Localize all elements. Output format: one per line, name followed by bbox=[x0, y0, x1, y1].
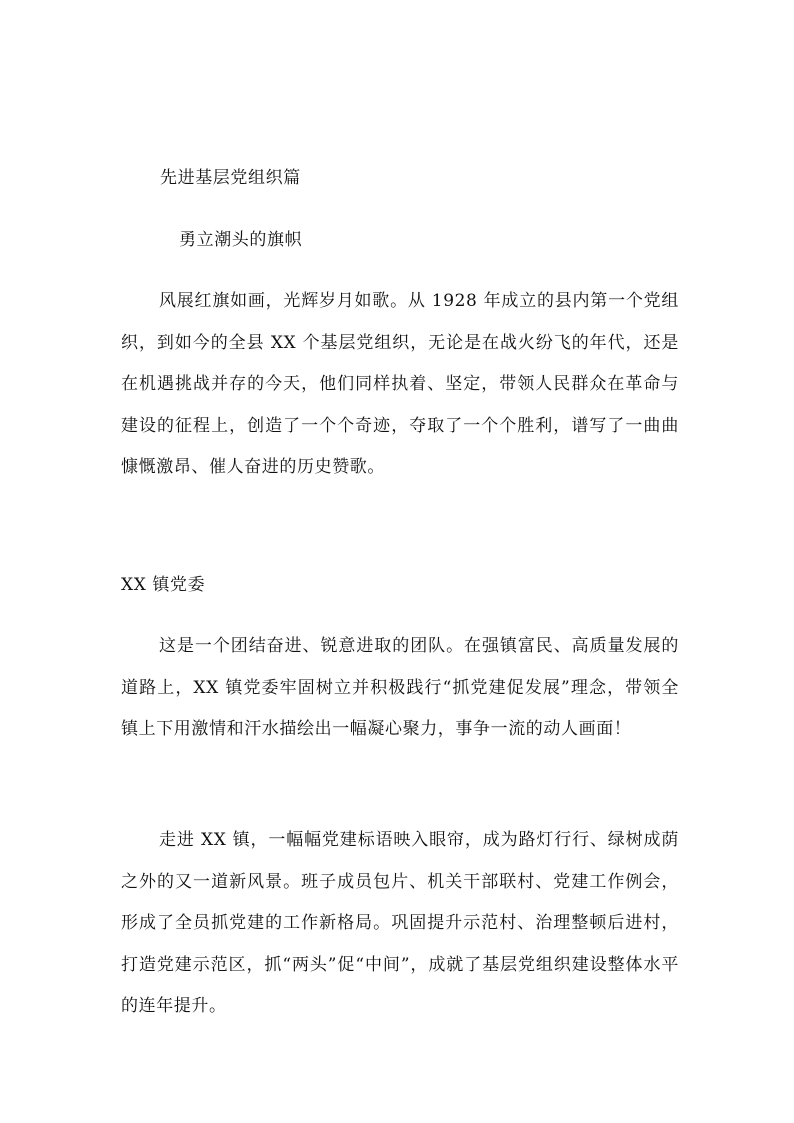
intro-paragraph: 风展红旗如画，光辉岁月如歌。从 1928 年成立的县内第一个党组织，到如今的全县 XX 个基层党组织，无论是在战火纷飞的年代，还是在机遇挑战并存的今天，他们同样执着、坚定，带领人民群众在革命与建设的征程上，创造了一个个奇迹，夺取了一个个胜利，谱写了一曲曲慷慨激昂、催人奋进的历史赞歌。 bbox=[121, 291, 679, 477]
subtitle: 勇立潮头的旗帜 bbox=[179, 230, 303, 250]
section-title: 先进基层党组织篇 bbox=[160, 168, 301, 188]
body-paragraph: 这是一个团结奋进、锐意进取的团队。在强镇富民、高质量发展的道路上，XX 镇党委牢固树立并积极践行“抓党建促发展”理念，带领全镇上下用激情和汗水描绘出一幅凝心聚力，事争一流的动人画面！ bbox=[121, 636, 679, 739]
org-name-heading: XX 镇党委 bbox=[121, 575, 206, 595]
body-paragraph: 走进 XX 镇，一幅幅党建标语映入眼帘，成为路灯行行、绿树成荫之外的又一道新风景。班子成员包片、机关干部联村、党建工作例会，形成了全员抓党建的工作新格局。巩固提升示范村、治理整顿后进村，打造党建示范区，抓“两头”促“中间”，成就了基层党组织建设整体水平的连年提升。 bbox=[121, 830, 679, 1016]
